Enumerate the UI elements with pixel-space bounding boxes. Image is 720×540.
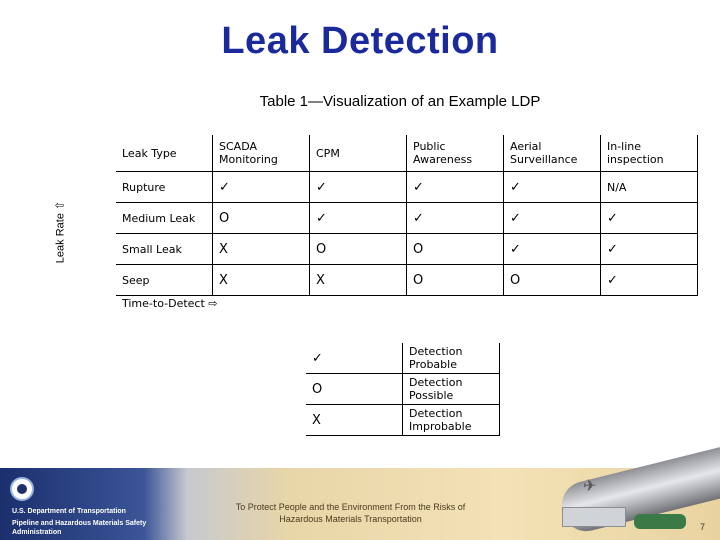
cell-value: O	[504, 265, 601, 296]
cell-value: ✓	[407, 203, 504, 234]
cell-value: ✓	[504, 172, 601, 203]
legend-row	[306, 343, 500, 374]
cell-value: X	[213, 234, 310, 265]
cell-value: ✓	[601, 265, 698, 296]
y-axis-label: Leak Rate ⇧	[54, 200, 67, 264]
airplane-icon: ✈	[583, 478, 597, 495]
row-label: Medium Leak	[116, 203, 213, 234]
row-label: Small Leak	[116, 234, 213, 265]
footer-banner	[0, 468, 720, 540]
row-label: Seep	[116, 265, 213, 296]
ldp-table	[116, 135, 698, 296]
header-leak-type: Leak Type	[116, 135, 213, 172]
page-title: Leak Detection	[221, 20, 499, 62]
page-number: 7	[700, 522, 706, 532]
header-inline-inspection: In-line inspection	[601, 135, 698, 172]
agency-motto: To Protect People and the Environment From the Risks of Hazardous Materials Transportation	[235, 502, 466, 524]
table-row	[116, 234, 698, 265]
cell-value: ✓	[407, 172, 504, 203]
legend-table	[306, 343, 500, 436]
table-row	[116, 172, 698, 203]
legend-row	[306, 405, 500, 436]
header-cpm: CPM	[310, 135, 407, 172]
table-row	[116, 203, 698, 234]
truck-image	[562, 507, 626, 527]
header-aerial-surveillance: Aerial Surveillance	[504, 135, 601, 172]
cell-value: ✓	[310, 203, 407, 234]
legend-description: Detection Probable	[403, 343, 500, 374]
cell-value: ✓	[310, 172, 407, 203]
cell-value: O	[310, 234, 407, 265]
legend-description: Detection Possible	[403, 374, 500, 405]
table-row	[116, 265, 698, 296]
table-caption: Table 1—Visualization of an Example LDP	[259, 93, 541, 110]
cell-value: X	[213, 265, 310, 296]
legend-symbol: ✓	[306, 343, 403, 374]
department-name: U.S. Department of Transportation	[12, 508, 126, 515]
cell-value: ✓	[504, 234, 601, 265]
x-axis-label: Time-to-Detect ⇨	[122, 297, 218, 310]
agency-name: Pipeline and Hazardous Materials Safety Administration	[12, 520, 147, 536]
cell-value: ✓	[213, 172, 310, 203]
legend-row	[306, 374, 500, 405]
cell-value: O	[407, 265, 504, 296]
cell-value: ✓	[601, 234, 698, 265]
table-header-row	[116, 135, 698, 172]
row-label: Rupture	[116, 172, 213, 203]
header-scada: SCADA Monitoring	[213, 135, 310, 172]
tank-truck-image	[634, 514, 686, 529]
dot-logo-icon	[10, 477, 34, 501]
legend-symbol: X	[306, 405, 403, 436]
legend-symbol: O	[306, 374, 403, 405]
cell-value: X	[310, 265, 407, 296]
cell-value: N/A	[601, 172, 698, 203]
legend-description: Detection Improbable	[403, 405, 500, 436]
cell-value: ✓	[504, 203, 601, 234]
cell-value: O	[213, 203, 310, 234]
header-public-awareness: Public Awareness	[407, 135, 504, 172]
cell-value: O	[407, 234, 504, 265]
cell-value: ✓	[601, 203, 698, 234]
